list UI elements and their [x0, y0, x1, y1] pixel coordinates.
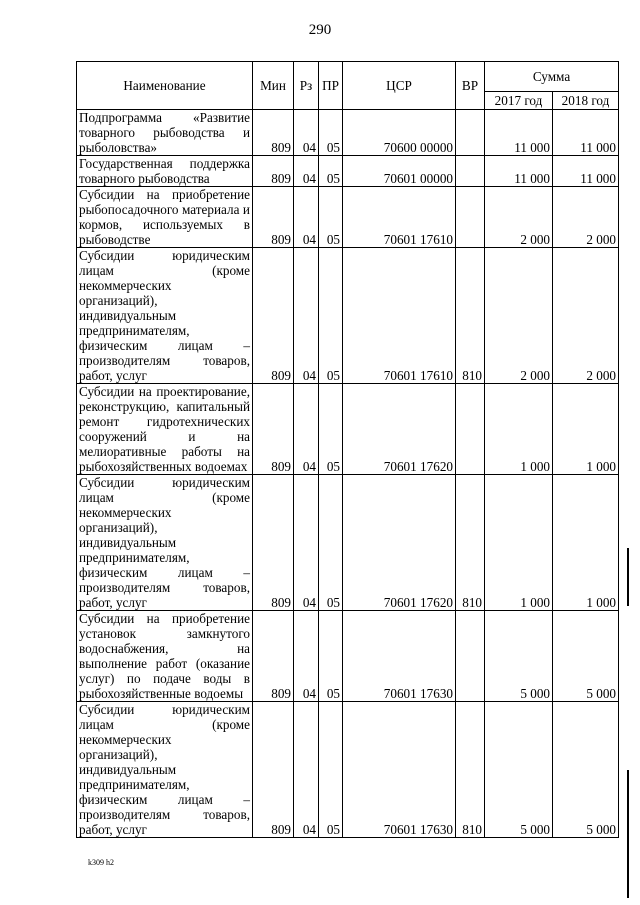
header-year-2018: 2018 год [553, 92, 619, 110]
row-min: 809 [253, 248, 294, 384]
row-vr [456, 187, 485, 248]
row-sum-2018: 5 000 [553, 611, 619, 702]
row-sum-2018: 2 000 [553, 187, 619, 248]
table-row [77, 187, 619, 248]
row-csr: 70601 17610 [343, 248, 456, 384]
table-row [77, 248, 619, 384]
row-sum-2018: 11 000 [553, 156, 619, 187]
header-csr: ЦСР [343, 62, 456, 110]
row-name: Субсидии на проектирование, реконструкцию, капитальный ремонт гидротехнических сооружений и на мелиоративные работы на рыбохозяйственных водоемах [77, 384, 253, 475]
row-sum-2018: 1 000 [553, 475, 619, 611]
table-row [77, 156, 619, 187]
header-rz: Рз [294, 62, 319, 110]
row-csr: 70601 17620 [343, 384, 456, 475]
row-rz: 04 [294, 475, 319, 611]
row-min: 809 [253, 110, 294, 156]
row-sum-2018: 2 000 [553, 248, 619, 384]
row-vr [456, 156, 485, 187]
row-rz: 04 [294, 187, 319, 248]
row-name: Государственная поддержка товарного рыбоводства [77, 156, 253, 187]
row-csr: 70601 17630 [343, 611, 456, 702]
header-min: Мин [253, 62, 294, 110]
row-sum-2017: 1 000 [485, 475, 553, 611]
row-pr: 05 [319, 475, 343, 611]
row-csr: 70601 00000 [343, 156, 456, 187]
header-year-2017: 2017 год [485, 92, 553, 110]
table-body [77, 110, 619, 838]
row-rz: 04 [294, 110, 319, 156]
page-number: 290 [308, 22, 332, 38]
row-name: Подпрограмма «Развитие товарного рыбоводства и рыболовства» [77, 110, 253, 156]
row-vr: 810 [456, 475, 485, 611]
row-sum-2018: 11 000 [553, 110, 619, 156]
row-rz: 04 [294, 156, 319, 187]
row-name: Субсидии на приобретение рыбопосадочного материала и кормов, используемых в рыбоводстве [77, 187, 253, 248]
row-min: 809 [253, 156, 294, 187]
row-vr [456, 384, 485, 475]
row-sum-2017: 5 000 [485, 611, 553, 702]
row-csr: 70601 17630 [343, 702, 456, 838]
row-pr: 05 [319, 156, 343, 187]
row-pr: 05 [319, 187, 343, 248]
row-rz: 04 [294, 702, 319, 838]
row-sum-2018: 1 000 [553, 384, 619, 475]
row-rz: 04 [294, 611, 319, 702]
row-name: Субсидии юридическим лицам (кроме некоммерческих организаций), индивидуальным предпринимателям, физическим лицам – производителям товаров, работ, услуг [77, 702, 253, 838]
row-vr [456, 611, 485, 702]
row-vr: 810 [456, 248, 485, 384]
row-rz: 04 [294, 248, 319, 384]
row-pr: 05 [319, 702, 343, 838]
row-min: 809 [253, 187, 294, 248]
row-pr: 05 [319, 384, 343, 475]
row-min: 809 [253, 702, 294, 838]
scan-edge-mark [627, 548, 629, 606]
table-row [77, 702, 619, 838]
row-csr: 70601 17620 [343, 475, 456, 611]
header-sum: Сумма [485, 62, 619, 92]
row-name: Субсидии юридическим лицам (кроме некоммерческих организаций), индивидуальным предпринимателям, физическим лицам – производителям товаров, работ, услуг [77, 248, 253, 384]
table-row [77, 611, 619, 702]
budget-table [76, 61, 619, 838]
table-row [77, 475, 619, 611]
row-pr: 05 [319, 611, 343, 702]
row-sum-2017: 2 000 [485, 187, 553, 248]
header-vr: ВР [456, 62, 485, 110]
footer-code: k309 h2 [88, 858, 114, 867]
row-sum-2017: 1 000 [485, 384, 553, 475]
table-row [77, 110, 619, 156]
header-pr: ПР [319, 62, 343, 110]
row-name: Субсидии юридическим лицам (кроме некоммерческих организаций), индивидуальным предпринимателям, физическим лицам – производителям товаров, работ, услуг [77, 475, 253, 611]
row-name: Субсидии на приобретение установок замкнутого водоснабжения, на выполнение работ (оказание услуг) по подаче воды в рыбохозяйственные водоемы [77, 611, 253, 702]
row-rz: 04 [294, 384, 319, 475]
row-sum-2017: 11 000 [485, 156, 553, 187]
row-pr: 05 [319, 110, 343, 156]
row-vr [456, 110, 485, 156]
row-pr: 05 [319, 248, 343, 384]
row-sum-2017: 2 000 [485, 248, 553, 384]
scan-edge-mark [627, 770, 629, 898]
row-csr: 70600 00000 [343, 110, 456, 156]
row-min: 809 [253, 384, 294, 475]
row-min: 809 [253, 611, 294, 702]
row-min: 809 [253, 475, 294, 611]
header-name: Наименование [77, 62, 253, 110]
table-row [77, 384, 619, 475]
row-csr: 70601 17610 [343, 187, 456, 248]
row-sum-2017: 5 000 [485, 702, 553, 838]
row-vr: 810 [456, 702, 485, 838]
row-sum-2018: 5 000 [553, 702, 619, 838]
row-sum-2017: 11 000 [485, 110, 553, 156]
